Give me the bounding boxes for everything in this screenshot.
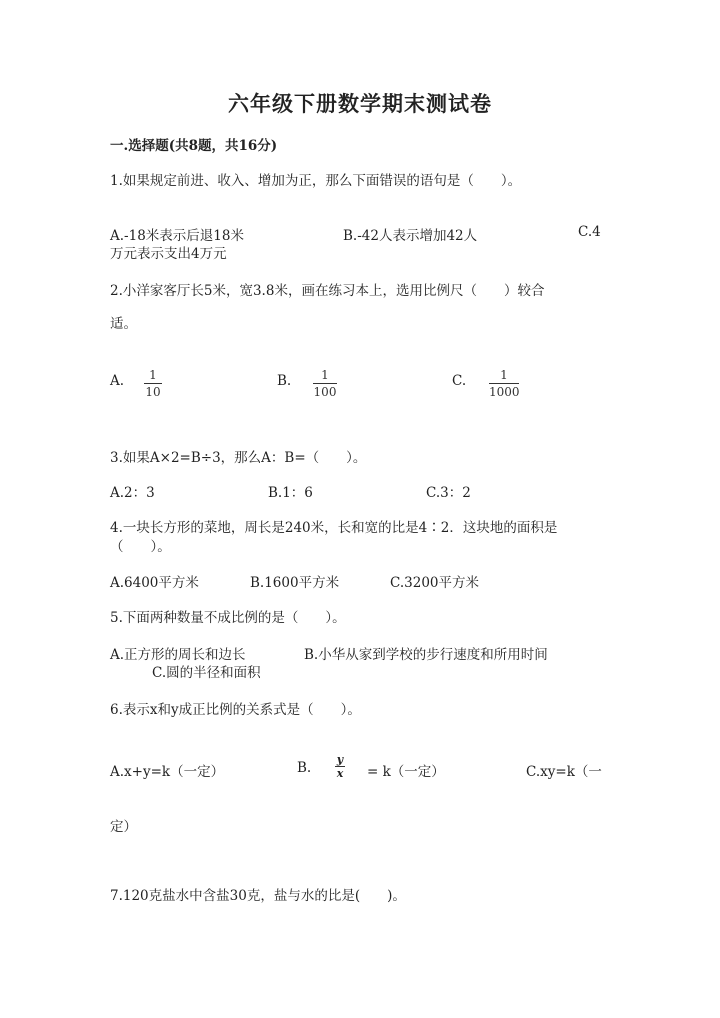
question-1-option-c: C.4 <box>578 224 601 240</box>
fraction-numerator: 1 <box>321 368 329 382</box>
fraction-numerator: 1 <box>500 368 508 382</box>
fraction-numerator: y <box>336 753 344 766</box>
question-2-stem: 2.小洋家客厅长5米，宽3.8米，画在练习本上，选用比例尺（ ）较合 <box>110 283 545 299</box>
question-6-option-c: C.xy=k（一 <box>526 764 602 780</box>
question-6-option-c-continued: 定） <box>110 819 137 835</box>
question-4-option-c: C.3200平方米 <box>390 575 479 591</box>
fraction-denominator: 1000 <box>489 385 520 399</box>
question-3-option-c: C.3：2 <box>426 485 471 501</box>
section-header: 一.选择题(共8题，共16分) <box>110 138 278 154</box>
fraction-numerator: 1 <box>149 368 157 382</box>
question-5-option-c: C.圆的半径和面积 <box>152 665 261 681</box>
fraction-bar <box>313 383 337 384</box>
question-3-stem: 3.如果A×2=B÷3，那么A：B=（ ）。 <box>110 450 367 466</box>
question-5-option-b: B.小华从家到学校的步行速度和所用时间 <box>304 647 548 663</box>
question-6-stem: 6.表示x和y成正比例的关系式是（ ）。 <box>110 702 361 718</box>
fraction-denominator: 10 <box>145 385 161 399</box>
question-6-option-b-text: = k（一定） <box>367 764 445 780</box>
fraction-bar <box>144 383 162 384</box>
question-2-option-a-label: A. <box>110 373 125 389</box>
page-title: 六年级下册数学期末测试卷 <box>228 91 492 116</box>
question-2-option-c-label: C. <box>452 373 467 389</box>
question-2-stem-continued: 适。 <box>110 316 137 332</box>
question-4-option-b: B.1600平方米 <box>250 575 340 591</box>
question-4-stem: 4.一块长方形的菜地，周长是240米，长和宽的比是4∶2．这块地的面积是 <box>110 520 558 536</box>
question-2-option-c-fraction <box>489 368 519 399</box>
question-4-option-a: A.6400平方米 <box>110 575 199 591</box>
fraction-denominator: 100 <box>313 385 337 399</box>
question-6-option-a: A.x+y=k（一定） <box>110 764 225 780</box>
question-3-option-b: B.1：6 <box>268 485 313 501</box>
question-4-stem-continued: （ ）。 <box>110 539 171 555</box>
question-3-option-a: A.2：3 <box>110 485 155 501</box>
question-5-option-a: A.正方形的周长和边长 <box>110 647 246 663</box>
question-7-stem: 7.120克盐水中含盐30克，盐与水的比是( )。 <box>110 888 406 904</box>
question-2-option-b-fraction <box>313 368 337 399</box>
question-1-option-b: B.-42人表示增加42人 <box>343 228 478 244</box>
question-1-option-c-continued: 万元表示支出4万元 <box>110 246 227 262</box>
question-6-option-b-fraction <box>335 754 345 779</box>
fraction-bar <box>489 383 519 384</box>
question-2-option-b-label: B. <box>277 373 292 389</box>
question-5-stem: 5.下面两种数量不成比例的是（ ）。 <box>110 610 346 626</box>
question-1-stem: 1.如果规定前进、收入、增加为正，那么下面错误的语句是（ ）。 <box>110 173 522 189</box>
fraction-denominator: x <box>336 767 344 780</box>
question-2-option-a-fraction <box>144 368 162 399</box>
question-1-option-a: A.-18米表示后退18米 <box>110 228 244 244</box>
question-6-option-b-label: B. <box>297 760 312 776</box>
